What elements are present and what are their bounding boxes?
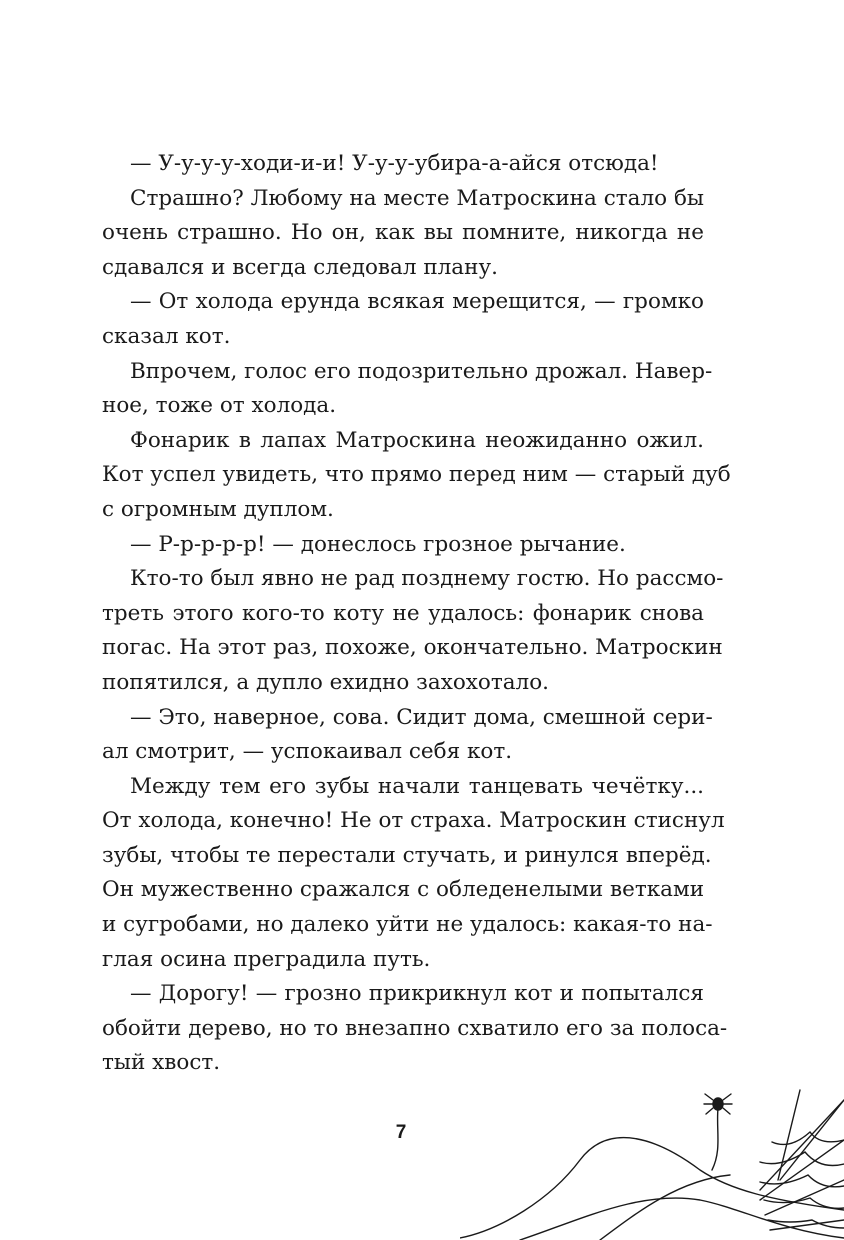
text-line: ное, тоже от холода. — [102, 393, 337, 419]
text-line: и сугробами, но далеко уйти не удалось: какая-то на- — [102, 912, 713, 938]
page-number: 7 — [395, 1122, 407, 1143]
text-line: — Дорогу! — грозно прикрикнул кот и попытался — [130, 981, 704, 1007]
text-line: Страшно? Любому на месте Матроскина стало бы — [130, 185, 704, 211]
text-line: с огромным дуплом. — [102, 496, 334, 522]
text-line: Между тем его зубы начали танцевать чечётку... — [130, 773, 704, 799]
text-line: обойти дерево, но то внезапно схватило его за полоса- — [102, 1015, 728, 1041]
text-line: сдавался и всегда следовал плану. — [102, 254, 498, 280]
text-line: попятился, а дупло ехидно захохотало. — [102, 669, 549, 695]
spider-web-icon — [460, 1080, 844, 1240]
text-line: — Это, наверное, сова. Сидит дома, смешной сери- — [130, 704, 713, 730]
text-line: Впрочем, голос его подозрительно дрожал. Навер- — [130, 358, 713, 384]
text-line: зубы, чтобы те перестали стучать, и ринулся вперёд. — [102, 842, 712, 868]
text-line: Кто-то был явно не рад позднему гостю. Но рассмо- — [130, 566, 724, 592]
text-line: ал смотрит, — успокаивал себя кот. — [102, 739, 513, 765]
text-line: погас. На этот раз, похоже, окончательно. Матроскин — [102, 635, 723, 661]
text-line: — От холода ерунда всякая мерещится, — громко — [130, 289, 704, 315]
text-line: — У-у-у-у-ходи-и-и! У-у-у-убира-а-айся отсюда! — [130, 151, 659, 176]
text-line: Он мужественно сражался с обледенелыми ветками — [102, 877, 705, 903]
text-line: Фонарик в лапах Матроскина неожиданно ожил. — [130, 427, 704, 453]
web-radials — [760, 1090, 844, 1230]
web-spirals — [760, 1132, 844, 1228]
text-line: глая осина преградила путь. — [102, 946, 431, 972]
text-line: сказал кот. — [102, 323, 231, 349]
body-text — [102, 147, 731, 1081]
text-line: — Р-р-р-р-р! — донеслось грозное рычание. — [130, 531, 626, 557]
text-line: От холода, конечно! Не от страха. Матроскин стиснул — [102, 808, 725, 834]
text-line: треть этого кого-то коту не удалось: фонарик снова — [102, 600, 704, 626]
text-line: Кот успел увидеть, что прямо перед ним — старый дуб — [102, 462, 731, 488]
text-line: тый хвост. — [102, 1050, 221, 1076]
text-line: очень страшно. Но он, как вы помните, никогда не — [102, 220, 704, 246]
